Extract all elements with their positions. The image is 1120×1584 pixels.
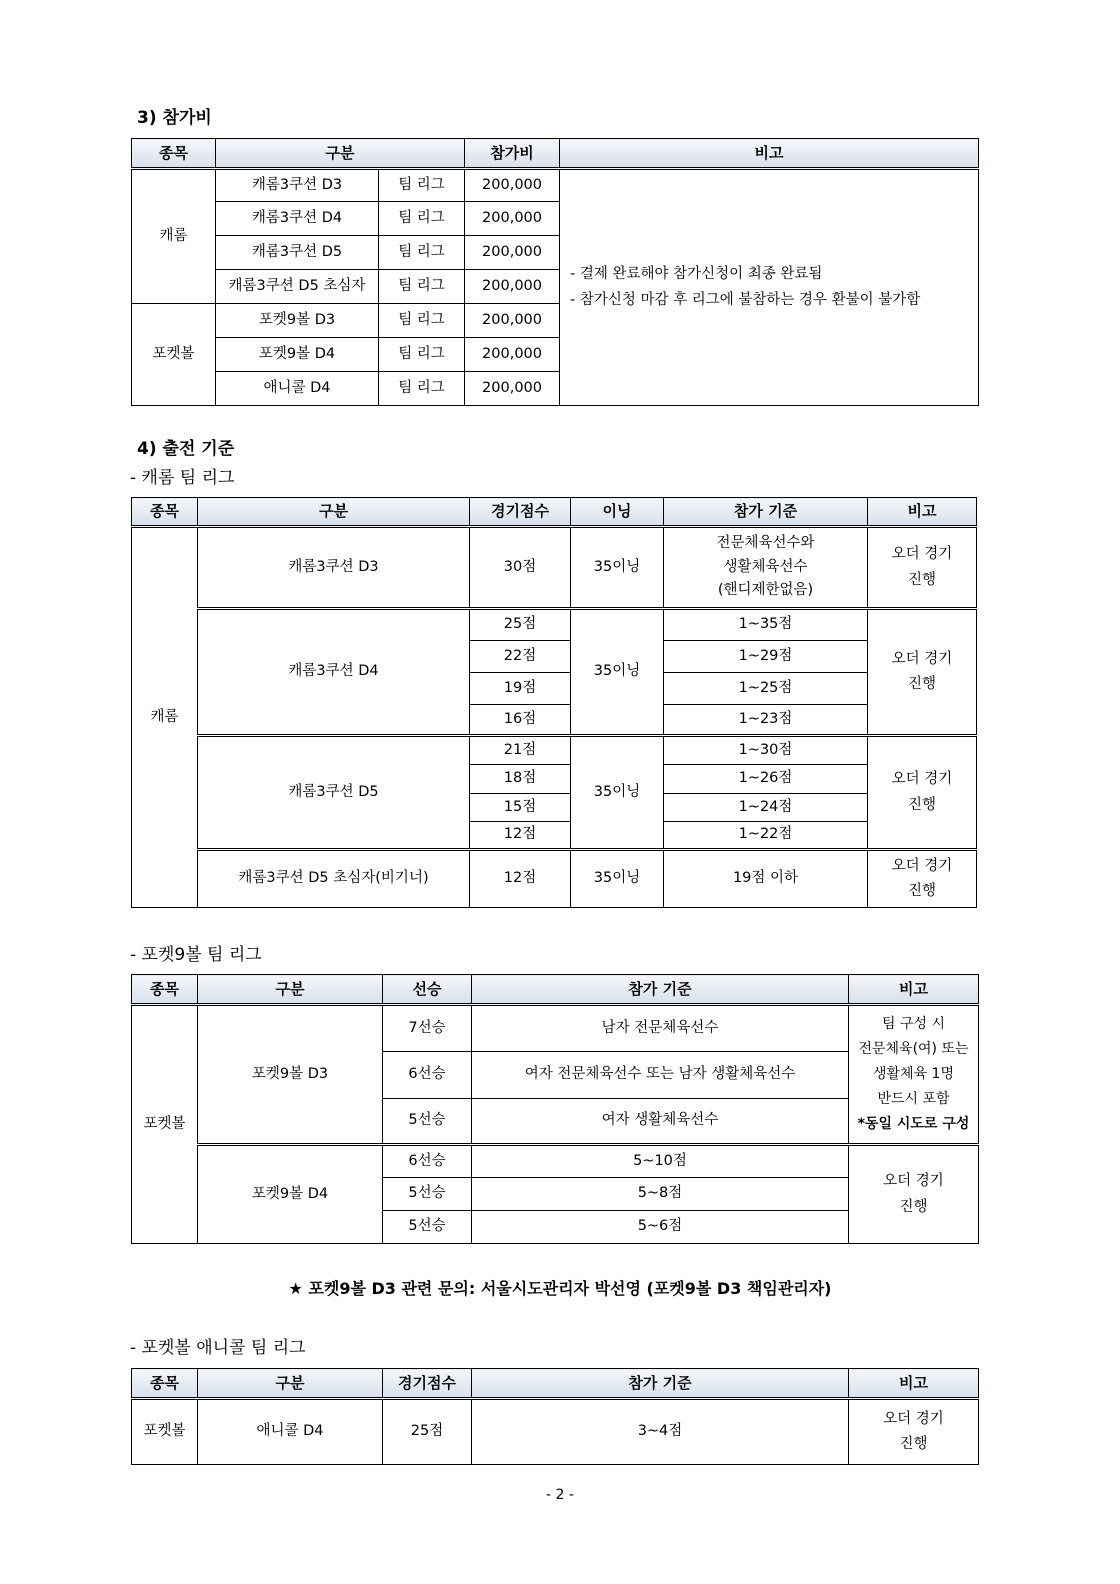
- pocket-d3-criteria: 여자 전문체육선수 또는 남자 생활체육선수: [472, 1052, 849, 1099]
- fee-amount: 200,000: [465, 304, 560, 338]
- carom-header-score: 경기점수: [470, 498, 571, 527]
- carom-d5b-inning: 35이닝: [571, 850, 664, 908]
- fee-division: 캐롬3쿠션 D3: [216, 169, 379, 202]
- carom-d4-score: 22점: [470, 641, 571, 673]
- carom-d5-criteria: 1~30점: [664, 736, 868, 765]
- fee-division: 캐롬3쿠션 D4: [216, 202, 379, 236]
- fee-note: [560, 169, 979, 406]
- fee-league: 팀 리그: [379, 202, 465, 236]
- carom-d4-criteria: 1~25점: [664, 673, 868, 705]
- carom-d5-note: 오더 경기 진행: [868, 736, 977, 850]
- fee-amount: 200,000: [465, 169, 560, 202]
- pocket-criteria-table: [131, 974, 979, 1244]
- carom-d5b-score: 12점: [470, 850, 571, 908]
- fee-amount: 200,000: [465, 372, 560, 406]
- pocket-subtitle: - 포켓9볼 팀 리그: [130, 945, 262, 965]
- anycall-header-note: 비고: [849, 1369, 979, 1399]
- anycall-event: 포켓볼: [132, 1399, 198, 1465]
- section-title-fee: 3) 참가비: [137, 108, 212, 128]
- fee-note-line-1: - 결제 완료해야 참가신청이 최종 완료됨: [570, 266, 823, 283]
- pocket-d4-race: 6선승: [383, 1145, 472, 1178]
- pocket-d3-race: 7선승: [383, 1005, 472, 1052]
- carom-subtitle: - 캐롬 팀 리그: [130, 468, 235, 488]
- fee-header-fee: 참가비: [465, 139, 560, 169]
- fee-division: 포켓9볼 D3: [216, 304, 379, 338]
- carom-header-division: 구분: [198, 498, 470, 527]
- carom-d4-criteria: 1~23점: [664, 705, 868, 736]
- pocket-d4-race: 5선승: [383, 1211, 472, 1244]
- anycall-header-event: 종목: [132, 1369, 198, 1399]
- fee-division: 포켓9볼 D4: [216, 338, 379, 372]
- pocket-d3-criteria: 남자 전문체육선수: [472, 1005, 849, 1052]
- pocket-header-event: 종목: [132, 975, 198, 1005]
- anycall-subtitle: - 포켓볼 애니콜 팀 리그: [130, 1338, 306, 1358]
- fee-league: 팀 리그: [379, 270, 465, 304]
- fee-header-note: 비고: [560, 139, 979, 169]
- pocket-event: 포켓볼: [132, 1005, 198, 1244]
- fee-amount: 200,000: [465, 338, 560, 372]
- carom-d4-score: 16점: [470, 705, 571, 736]
- carom-header-inning: 이닝: [571, 498, 664, 527]
- page-number: - 2 -: [546, 1487, 574, 1503]
- anycall-header-score: 경기점수: [383, 1369, 472, 1399]
- carom-d4-note: 오더 경기 진행: [868, 609, 977, 736]
- carom-d5b-note: 오더 경기 진행: [868, 850, 977, 908]
- fee-amount: 200,000: [465, 236, 560, 270]
- fee-event-pocket: 포켓볼: [132, 304, 216, 406]
- carom-d5b-criteria: 19점 이하: [664, 850, 868, 908]
- fee-event-carom: 캐롬: [132, 169, 216, 304]
- carom-d3-note: 오더 경기 진행: [868, 527, 977, 609]
- fee-note-line-2: - 참가신청 마감 후 리그에 불참하는 경우 환불이 불가함: [570, 291, 921, 308]
- pocket-d3-race: 6선승: [383, 1052, 472, 1099]
- carom-d3-criteria: 전문체육선수와 생활체육선수 (핸디제한없음): [664, 527, 868, 609]
- carom-d5-score: 21점: [470, 736, 571, 765]
- pocket-d3-division: 포켓9볼 D3: [198, 1005, 383, 1145]
- fee-division: 애니콜 D4: [216, 372, 379, 406]
- fee-header-event: 종목: [132, 139, 216, 169]
- pocket-header-criteria: 참가 기준: [472, 975, 849, 1005]
- pocket-d4-division: 포켓9볼 D4: [198, 1145, 383, 1244]
- pocket-header-division: 구분: [198, 975, 383, 1005]
- fee-header-division: 구분: [216, 139, 465, 169]
- carom-d5-inning: 35이닝: [571, 736, 664, 850]
- carom-d5-criteria: 1~22점: [664, 822, 868, 850]
- fee-table: [131, 138, 979, 406]
- anycall-header-criteria: 참가 기준: [472, 1369, 849, 1399]
- fee-league: 팀 리그: [379, 236, 465, 270]
- pocket-d3-race: 5선승: [383, 1099, 472, 1145]
- fee-league: 팀 리그: [379, 169, 465, 202]
- anycall-criteria: 3~4점: [472, 1399, 849, 1465]
- carom-header-event: 종목: [132, 498, 198, 527]
- inquiry-notice: ★ 포켓9볼 D3 관련 문의: 서울시도관리자 박선영 (포켓9볼 D3 책임관리자): [288, 1279, 832, 1298]
- fee-amount: 200,000: [465, 202, 560, 236]
- fee-amount: 200,000: [465, 270, 560, 304]
- fee-division: 캐롬3쿠션 D5 초심자: [216, 270, 379, 304]
- carom-d3-score: 30점: [470, 527, 571, 609]
- carom-d5-score: 12점: [470, 822, 571, 850]
- fee-division: 캐롬3쿠션 D5: [216, 236, 379, 270]
- carom-d5b-division: 캐롬3쿠션 D5 초심자(비기너): [198, 850, 470, 908]
- carom-event: 캐롬: [132, 527, 198, 908]
- carom-d5-score: 18점: [470, 765, 571, 794]
- carom-d3-inning: 35이닝: [571, 527, 664, 609]
- carom-header-criteria: 참가 기준: [664, 498, 868, 527]
- carom-d5-criteria: 1~24점: [664, 794, 868, 822]
- fee-league: 팀 리그: [379, 338, 465, 372]
- pocket-d4-criteria: 5~10점: [472, 1145, 849, 1178]
- pocket-d3-note-bold: *동일 시도로 구성: [857, 1116, 970, 1133]
- pocket-d4-note: 오더 경기 진행: [849, 1145, 979, 1244]
- anycall-header-division: 구분: [198, 1369, 383, 1399]
- carom-header-note: 비고: [868, 498, 977, 527]
- carom-d4-division: 캐롬3쿠션 D4: [198, 609, 470, 736]
- section-title-criteria: 4) 출전 기준: [137, 439, 235, 459]
- pocket-d4-race: 5선승: [383, 1178, 472, 1211]
- carom-d5-score: 15점: [470, 794, 571, 822]
- carom-d4-criteria: 1~29점: [664, 641, 868, 673]
- fee-league: 팀 리그: [379, 304, 465, 338]
- anycall-criteria-table: [131, 1368, 979, 1465]
- carom-criteria-table: [131, 497, 977, 908]
- carom-d5-criteria: 1~26점: [664, 765, 868, 794]
- anycall-note: 오더 경기 진행: [849, 1399, 979, 1465]
- pocket-d3-criteria: 여자 생활체육선수: [472, 1099, 849, 1145]
- pocket-d3-note-text: 팀 구성 시 전문체육(여) 또는 생활체육 1명 반드시 포함: [858, 1015, 969, 1108]
- pocket-d4-criteria: 5~6점: [472, 1211, 849, 1244]
- anycall-score: 25점: [383, 1399, 472, 1465]
- pocket-header-note: 비고: [849, 975, 979, 1005]
- pocket-d3-note: [849, 1005, 979, 1145]
- carom-d4-criteria: 1~35점: [664, 609, 868, 641]
- fee-league: 팀 리그: [379, 372, 465, 406]
- carom-d4-inning: 35이닝: [571, 609, 664, 736]
- anycall-division: 애니콜 D4: [198, 1399, 383, 1465]
- carom-d3-division: 캐롬3쿠션 D3: [198, 527, 470, 609]
- pocket-header-race: 선승: [383, 975, 472, 1005]
- carom-d4-score: 25점: [470, 609, 571, 641]
- pocket-d4-criteria: 5~8점: [472, 1178, 849, 1211]
- carom-d4-score: 19점: [470, 673, 571, 705]
- carom-d5-division: 캐롬3쿠션 D5: [198, 736, 470, 850]
